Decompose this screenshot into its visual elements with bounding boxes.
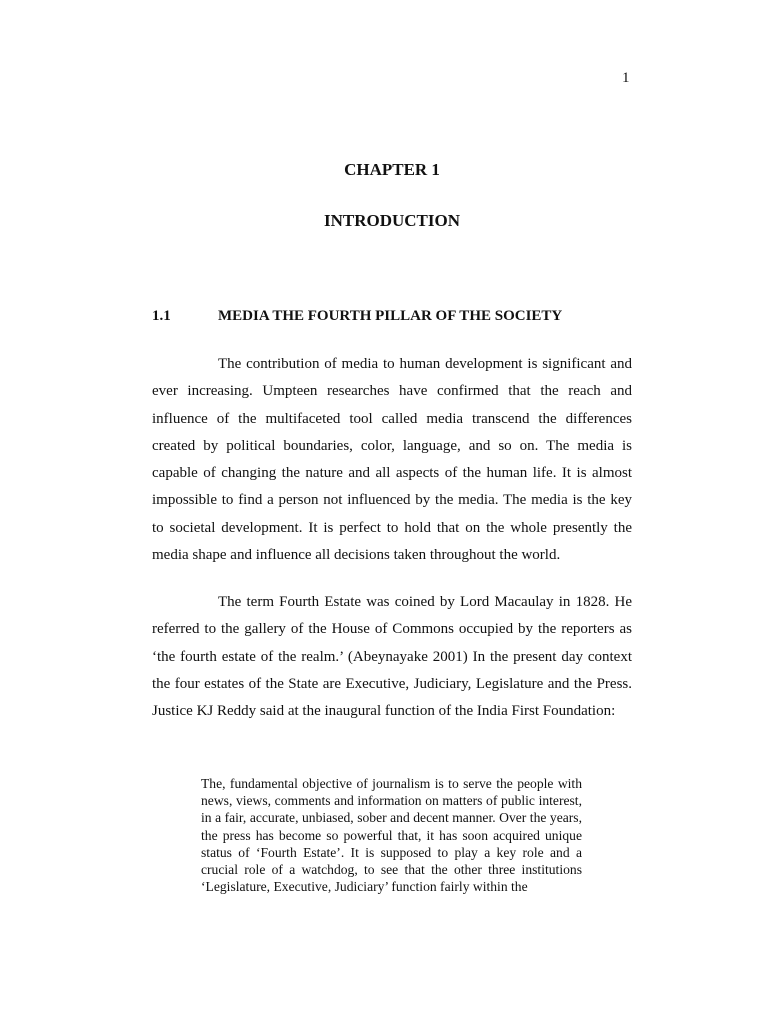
body-paragraph: The contribution of media to human development is significant and ever increasing. Umpteen researches have confirmed that the reach and influence of the multifaceted tool called media transcend the differences created by political boundaries, color, language, and so on. The media is capable of changing the nature and all aspects of the human life. It is almost impossible to find a person not influenced by the media. The media is the key to societal development. It is perfect to hold that on the whole presently the media shape and influence all decisions taken throughout the world. bbox=[152, 356, 632, 564]
body-paragraph: The term Fourth Estate was coined by Lord Macaulay in 1828. He referred to the gallery of the House of Commons occupied by the reporters as ‘the fourth estate of the realm.’ (Abeynayake 2001) In the present day context the four estates of the State are Executive, Judiciary, Legislature and the Press. Justice KJ Reddy said at the inaugural function of the India First Foundation: bbox=[152, 594, 632, 720]
section-number: 1.1 bbox=[152, 308, 171, 324]
page-number: 1 bbox=[622, 70, 630, 86]
block-quote: The, fundamental objective of journalism is to serve the people with news, views, comments and information on matters of public interest, in a fair, accurate, unbiased, sober and decent manner. Over the years, the press has become so powerful that, it has soon acquired unique status of ‘Fourth Estate’. It is supposed to play a key role and a crucial role of a watchdog, to see that the other three institutions ‘Legislature, Executive, Judiciary’ function fairly within the bbox=[201, 776, 582, 895]
chapter-title: INTRODUCTION bbox=[323, 211, 461, 230]
section-title: MEDIA THE FOURTH PILLAR OF THE SOCIETY bbox=[218, 308, 563, 324]
chapter-heading: CHAPTER 1 bbox=[344, 160, 440, 179]
